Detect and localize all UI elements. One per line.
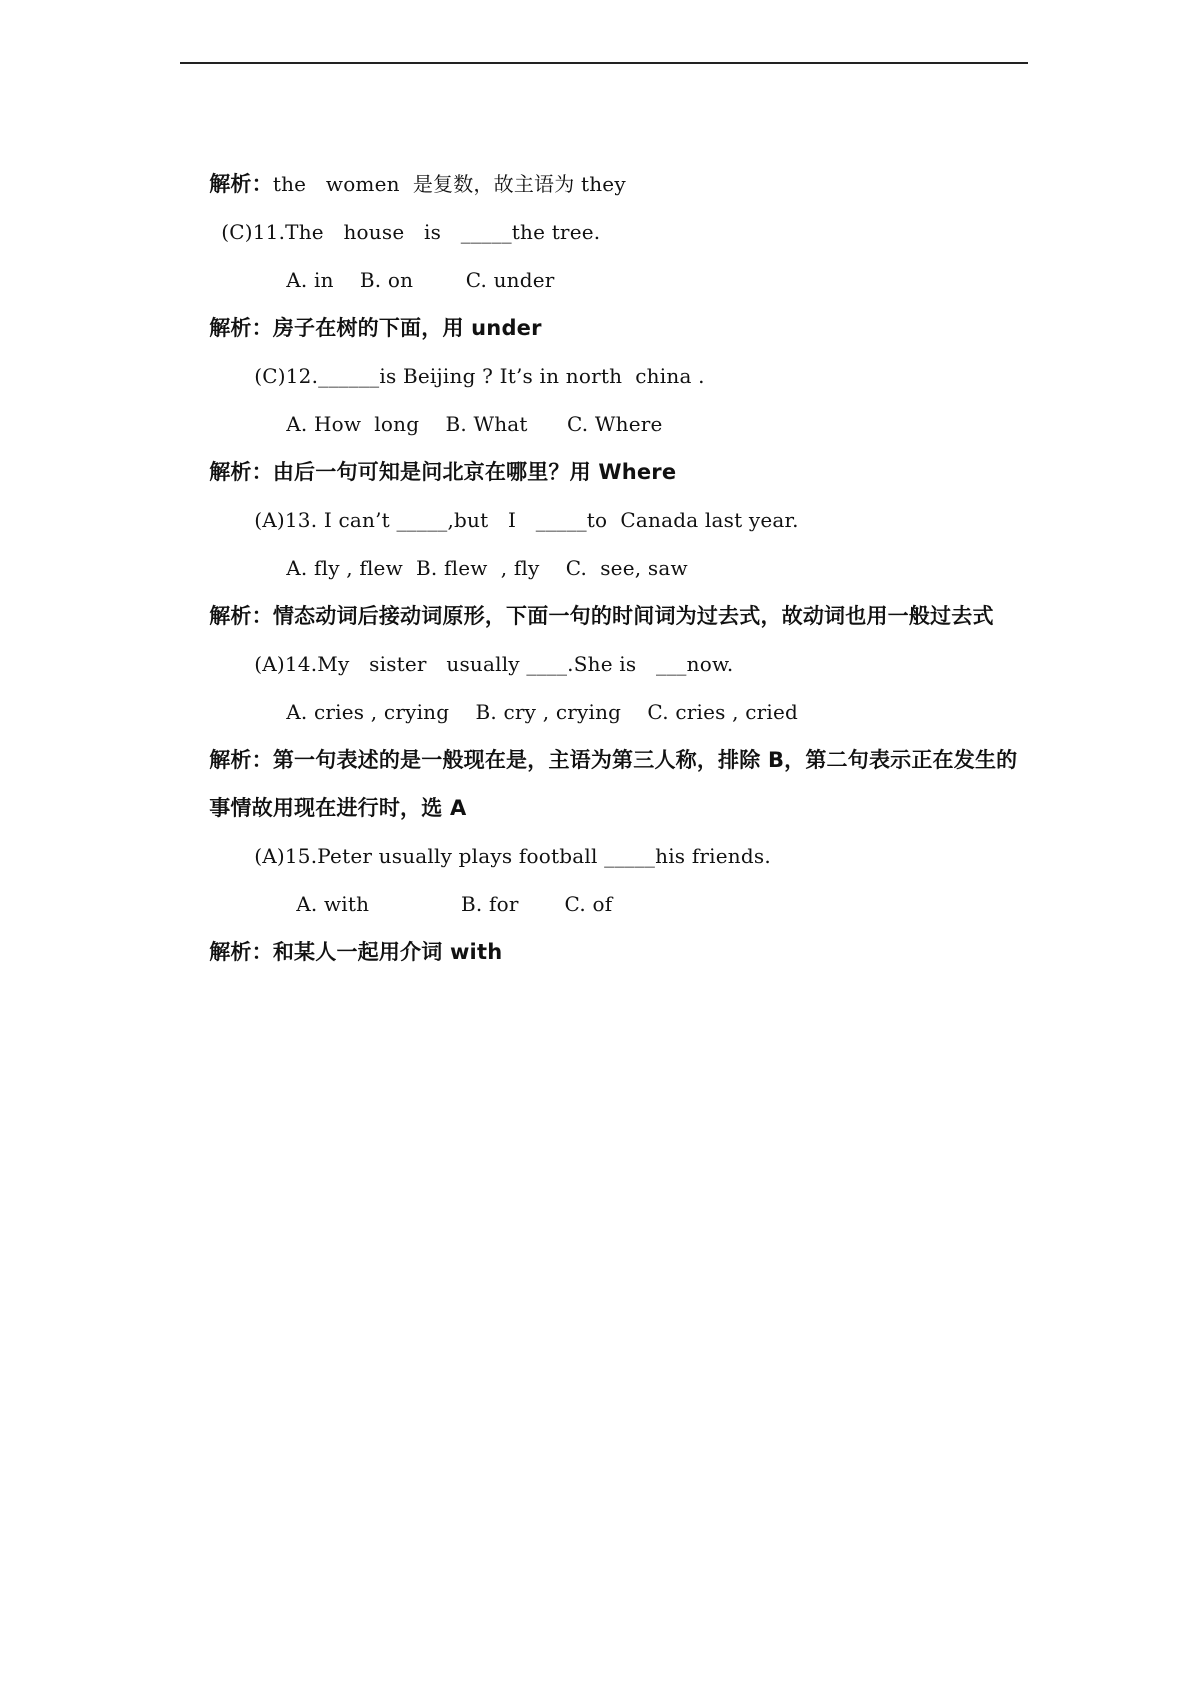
options-text: A. fly , flew B. flew , fly C. see, saw <box>286 556 688 580</box>
analysis-label: 解析： <box>209 604 273 628</box>
analysis-label: 解析： <box>209 460 273 484</box>
header-rule <box>180 62 1028 64</box>
analysis-label: 解析： <box>209 748 273 772</box>
analysis-text: 由后一句可知是问北京在哪里？用 Where <box>272 460 677 484</box>
options-text: A. with B. for C. of <box>296 892 613 916</box>
question-text: (C)11.The house is _____the tree. <box>221 220 601 244</box>
analysis-text: 第一句表述的是一般现在是，主语为第三人称，排除 B，第二句表示正在发生的 <box>272 748 1018 772</box>
analysis-label: 解析： <box>209 940 273 964</box>
question-text: (A)13. I can’t _____,but I _____to Canada last year. <box>254 508 799 532</box>
analysis-label: 解析： <box>209 172 273 196</box>
analysis-label: 解析： <box>209 316 273 340</box>
analysis-text: 房子在树的下面，用 under <box>272 316 542 340</box>
question-text: (C)12.______is Beijing ? It’s in north china . <box>254 364 705 388</box>
analysis-text: 和某人一起用介词 with <box>272 940 503 964</box>
options-text: A. How long B. What C. Where <box>286 412 663 436</box>
analysis-text: 事情故用现在进行时，选 A <box>209 796 467 820</box>
question-text: (A)14.My sister usually ____.She is ___now. <box>254 652 734 676</box>
options-text: A. in B. on C. under <box>286 268 555 292</box>
analysis-line <box>183 910 502 994</box>
question-text: (A)15.Peter usually plays football _____his friends. <box>254 844 771 868</box>
analysis-text: the women 是复数，故主语为 they <box>272 172 626 196</box>
options-text: A. cries , crying B. cry , crying C. cries , cried <box>286 700 799 724</box>
analysis-text: 情态动词后接动词原形，下面一句的时间词为过去式，故动词也用一般过去式 <box>272 604 994 628</box>
